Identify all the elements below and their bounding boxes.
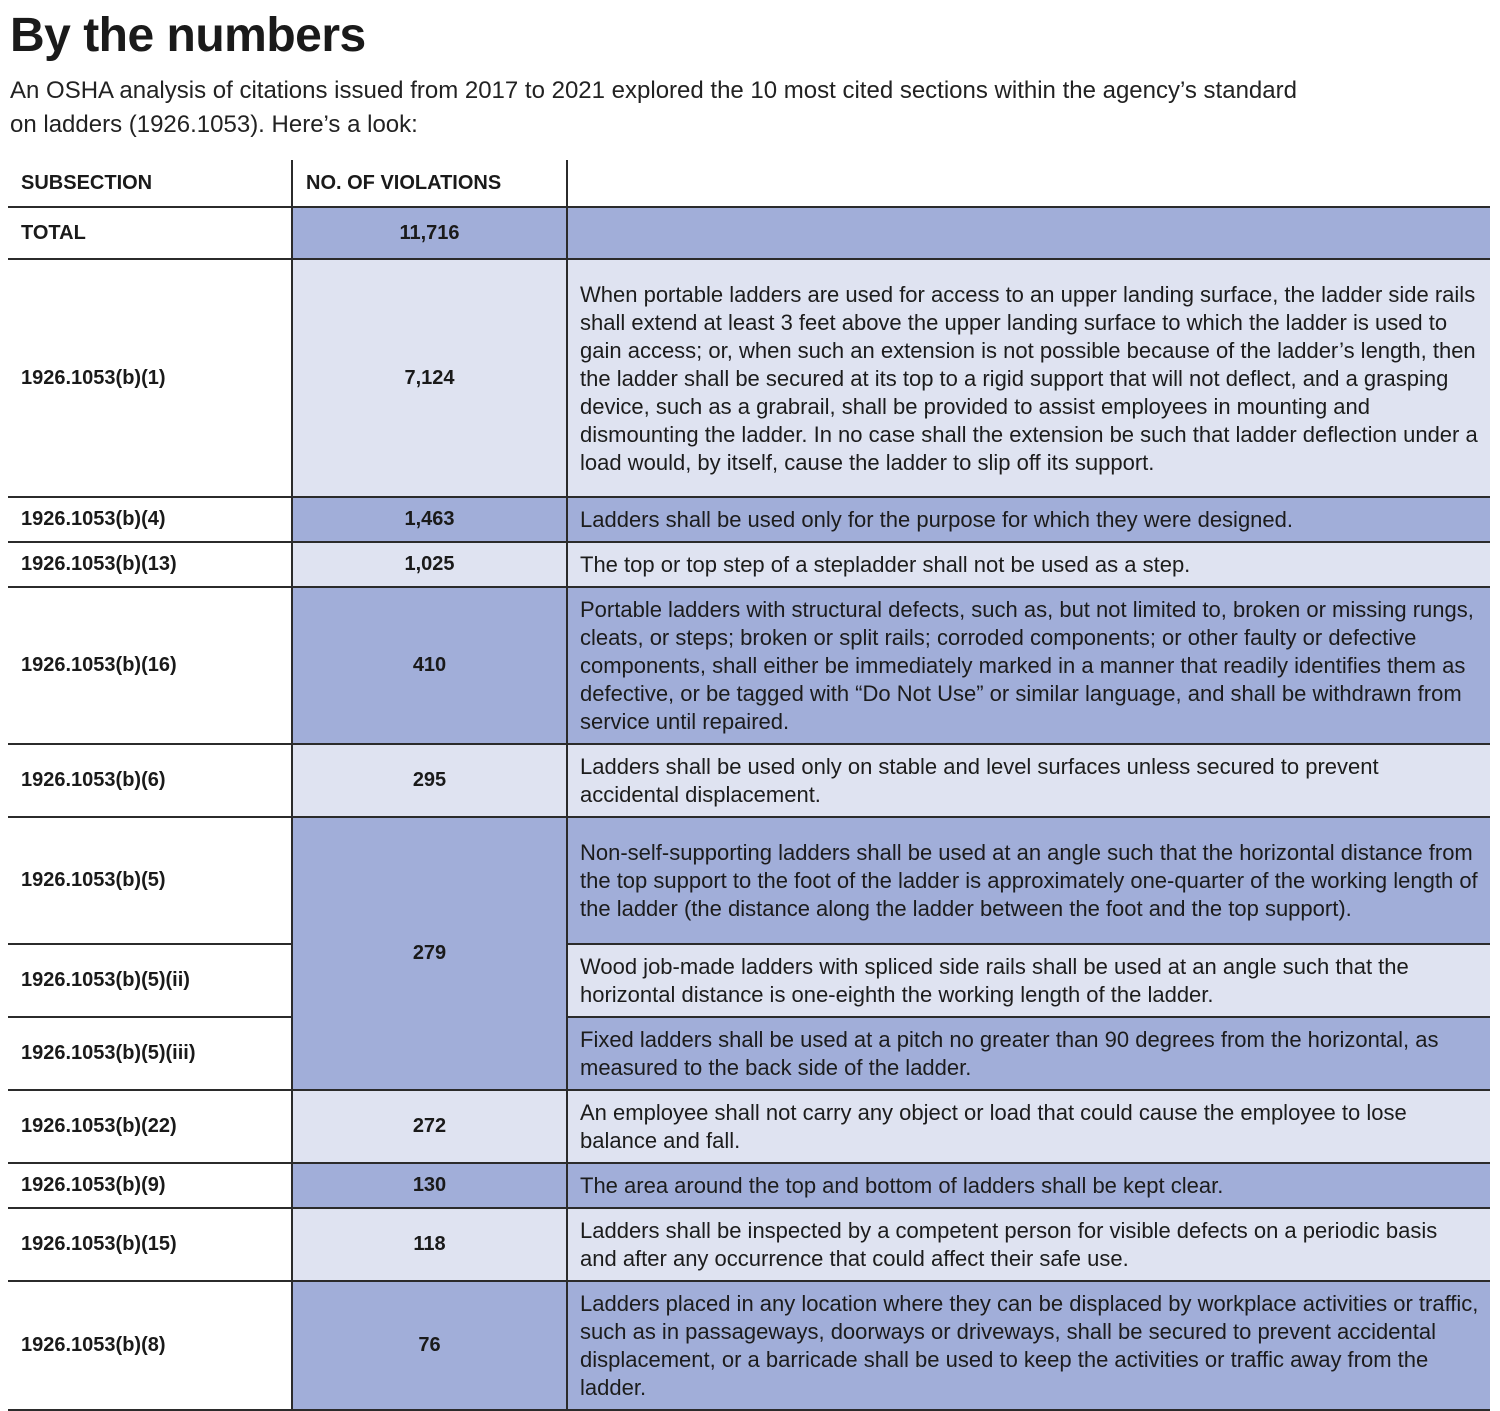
violations-cell: 1,463 (292, 497, 567, 542)
intro-text: An OSHA analysis of citations issued from 2017 to 2021 explored the 10 most cited sections within the agency’s standard on ladders (1926.1053). Here’s a look: (10, 77, 1297, 138)
table-row (8, 1208, 1490, 1281)
table-row (8, 259, 1490, 497)
violations-cell: 279 (292, 817, 567, 1090)
description-cell: When portable ladders are used for access to an upper landing surface, the ladder side rails shall extend at least 3 feet above the upper landing surface to which the ladder is used to gain access; or, when such an extension is not possible because of the ladder’s length, then the ladder shall be secured at its top to a rigid support that will not deflect, and a grasping device, such as a grabrail, shall be provided to assist employees in mounting and dismounting the ladder. In no case shall the extension be such that ladder deflection under a load would, by itself, cause the ladder to slip off its support. (567, 259, 1490, 497)
table-row (8, 817, 1490, 944)
description-cell: Portable ladders with structural defects, such as, but not limited to, broken or missing rungs, cleats, or steps; broken or split rails; corroded components; or other faulty or defective components, shall either be immediately marked in a manner that readily identifies them as defective, or be tagged with “Do Not Use” or similar language, and shall be withdrawn from service until repaired. (567, 587, 1490, 744)
description-cell: An employee shall not carry any object or load that could cause the employee to lose balance and fall. (567, 1090, 1490, 1163)
table-row (8, 542, 1490, 587)
subsection-cell: 1926.1053(b)(1) (8, 259, 292, 497)
subsection-cell: 1926.1053(b)(22) (8, 1090, 292, 1163)
table-row (8, 1163, 1490, 1208)
table-row (8, 1090, 1490, 1163)
subsection-cell: 1926.1053(b)(6) (8, 744, 292, 817)
column-header-subsection: SUBSECTION (8, 160, 292, 207)
total-violations: 11,716 (292, 207, 567, 259)
description-cell: Non-self-supporting ladders shall be used at an angle such that the horizontal distance from the top support to the foot of the ladder is approximately one-quarter of the working length of the ladder (the distance along the ladder between the foot and the top support). (567, 817, 1490, 944)
subsection-cell: 1926.1053(b)(9) (8, 1163, 292, 1208)
subsection-cell: 1926.1053(b)(5) (8, 817, 292, 944)
description-cell: Ladders shall be inspected by a competent person for visible defects on a periodic basis and after any occurrence that could affect their safe use. (567, 1208, 1490, 1281)
subsection-cell: 1926.1053(b)(5)(iii) (8, 1017, 292, 1090)
description-cell: The area around the top and bottom of ladders shall be kept clear. (567, 1163, 1490, 1208)
table-row-total (8, 207, 1490, 259)
violations-cell: 76 (292, 1281, 567, 1410)
column-header-description (567, 160, 1490, 207)
violations-cell: 295 (292, 744, 567, 817)
violations-cell: 130 (292, 1163, 567, 1208)
total-label: TOTAL (8, 207, 292, 259)
violations-table-container (8, 160, 1490, 1411)
subsection-cell: 1926.1053(b)(15) (8, 1208, 292, 1281)
subsection-cell: 1926.1053(b)(13) (8, 542, 292, 587)
table-row (8, 744, 1490, 817)
table-row (8, 497, 1490, 542)
table-row (8, 1281, 1490, 1410)
description-cell: Wood job-made ladders with spliced side rails shall be used at an angle such that the horizontal distance is one-eighth the working length of the ladder. (567, 944, 1490, 1017)
violations-cell: 272 (292, 1090, 567, 1163)
table-row (8, 944, 1490, 1017)
table-row (8, 1017, 1490, 1090)
subsection-cell: 1926.1053(b)(16) (8, 587, 292, 744)
description-cell: Ladders shall be used only on stable and level surfaces unless secured to prevent accidental displacement. (567, 744, 1490, 817)
violations-table (8, 160, 1490, 1411)
page-title: By the numbers (10, 9, 366, 62)
violations-cell: 410 (292, 587, 567, 744)
description-cell: Ladders shall be used only for the purpose for which they were designed. (567, 497, 1490, 542)
subsection-cell: 1926.1053(b)(8) (8, 1281, 292, 1410)
violations-cell: 118 (292, 1208, 567, 1281)
description-cell: The top or top step of a stepladder shall not be used as a step. (567, 542, 1490, 587)
violations-cell: 1,025 (292, 542, 567, 587)
column-header-violations: NO. OF VIOLATIONS (292, 160, 567, 207)
subsection-cell: 1926.1053(b)(4) (8, 497, 292, 542)
total-description (567, 207, 1490, 259)
description-cell: Fixed ladders shall be used at a pitch no greater than 90 degrees from the horizontal, as measured to the back side of the ladder. (567, 1017, 1490, 1090)
description-cell: Ladders placed in any location where they can be displaced by workplace activities or traffic, such as in passageways, doorways or driveways, shall be secured to prevent accidental displacement, or a barricade shall be used to keep the activities or traffic away from the ladder. (567, 1281, 1490, 1410)
subsection-cell: 1926.1053(b)(5)(ii) (8, 944, 292, 1017)
violations-cell: 7,124 (292, 259, 567, 497)
table-row (8, 587, 1490, 744)
table-header-row (8, 160, 1490, 207)
